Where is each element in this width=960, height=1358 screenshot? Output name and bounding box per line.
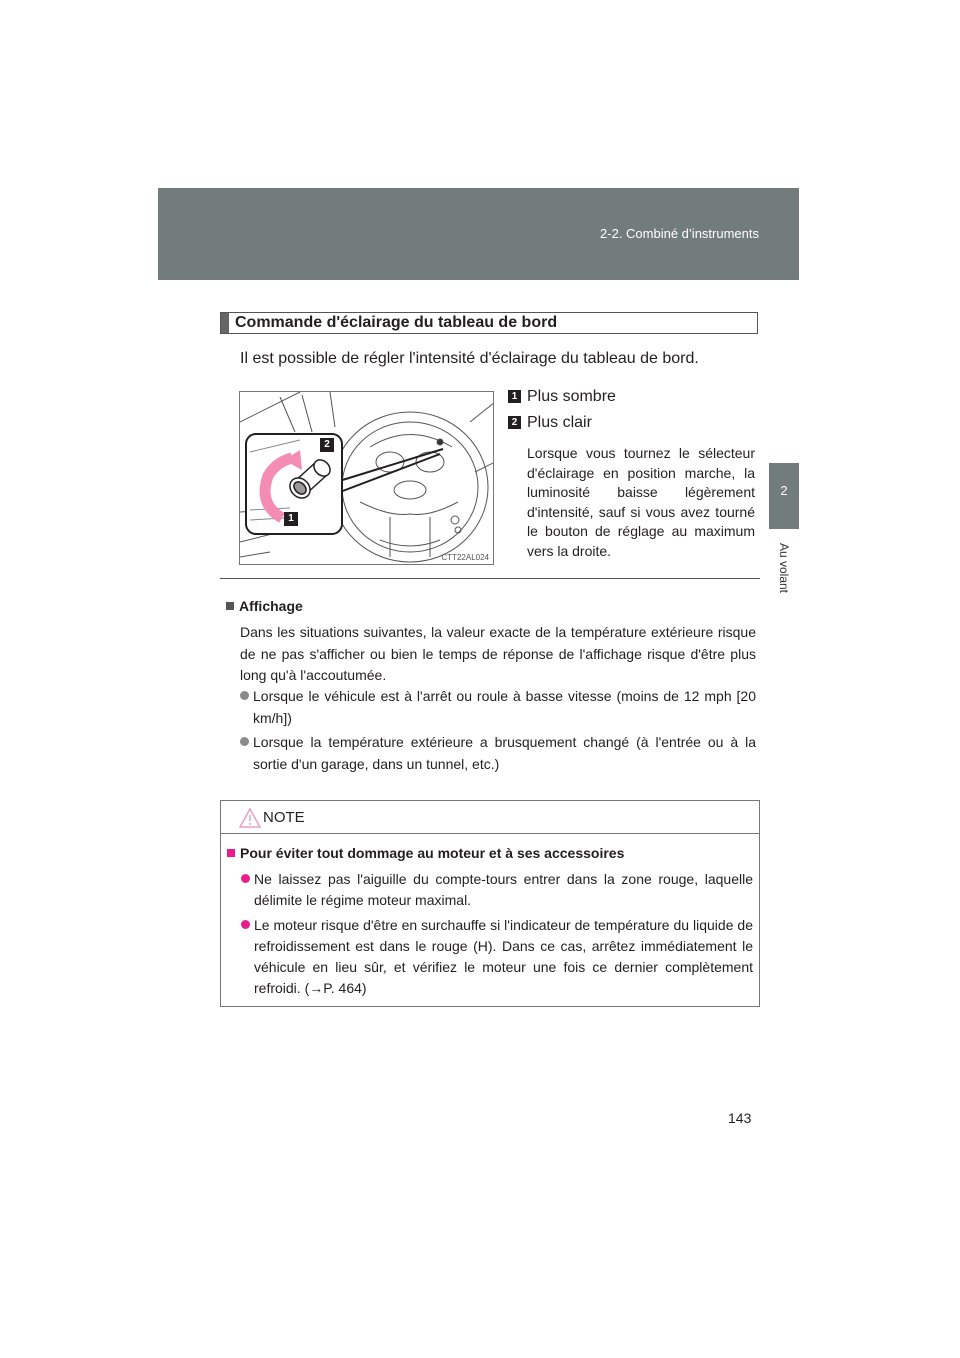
section-title-box: [220, 312, 758, 334]
circle-bullet-icon: [241, 920, 250, 929]
dashboard-drawing: [240, 392, 494, 565]
note-heading: Pour éviter tout dommage au moteur et à ses accessoires: [240, 845, 625, 861]
display-bullet-1: [240, 686, 756, 729]
display-bullet-2-text: Lorsque la température extérieure a brusquement changé (à l'entrée ou à la sortie d'un garage, dans un tunnel, etc.): [253, 734, 756, 772]
warning-triangle-icon: [239, 808, 261, 828]
item-2: [508, 414, 592, 432]
intro-text: Il est possible de régler l'intensité d'éclairage du tableau de bord.: [240, 350, 699, 367]
item-1-label: Plus sombre: [527, 388, 616, 405]
figure-code: CTT22AL024: [441, 553, 489, 562]
square-bullet-icon: [226, 602, 234, 610]
side-tab-number: 2: [780, 483, 788, 498]
display-heading-row: [226, 598, 303, 614]
display-heading: Affichage: [239, 598, 303, 614]
display-text: Dans les situations suivantes, la valeur exacte de la température extérieure risque de ne pas s'afficher ou bien le temps de réponse de l'affichage risque d'être plus long qu'à l'accoutumée.: [240, 624, 756, 683]
note-bullet-1: [239, 869, 753, 911]
circle-bullet-icon: [240, 691, 249, 700]
note-bullet-2: [239, 915, 753, 999]
figure-marker-1: 1: [284, 512, 298, 526]
display-bullet-1-text: Lorsque le véhicule est à l'arrêt ou roule à basse vitesse (moins de 12 mph [20 km/h]): [253, 688, 756, 726]
section-title: Commande d'éclairage du tableau de bord: [235, 314, 558, 331]
page-number: 143: [728, 1110, 752, 1126]
note-bullet-2-text: Le moteur risque d'être en surchauffe si l'indicateur de température du liquide de refroidissement est dans le rouge (H). Dans ce cas, arrêtez immédiatement le véhicule en lieu sûr, et vérifiez le moteur une fois ce dernier complètement refroidi. (→P. 464): [254, 917, 753, 996]
header-section-title: 2-2. Combiné d’instruments: [600, 226, 759, 241]
figure-marker-2: 2: [320, 438, 334, 452]
item-2-label: Plus clair: [527, 414, 592, 431]
section-title-bar: [221, 313, 229, 333]
side-tab: [769, 463, 799, 529]
header-band: [158, 188, 799, 280]
item-2-badge: 2: [508, 416, 521, 429]
note-heading-row: [227, 845, 624, 861]
note-box: [220, 800, 760, 1007]
side-tab-label: Au volant: [777, 542, 791, 594]
dashboard-illustration: [239, 391, 494, 565]
item-description: Lorsque vous tournez le sélecteur d'éclairage en position marche, la luminosité baisse légèrement d'intensité, sauf si vous avez tourné le bouton de réglage au maximum vers la droite.: [527, 445, 755, 559]
side-tab-label-wrap: [769, 530, 799, 610]
circle-bullet-icon: [241, 874, 250, 883]
display-bullet-2: [240, 732, 756, 775]
item-1-badge: 1: [508, 390, 521, 403]
note-bullet-1-text: Ne laissez pas l'aiguille du compte-tours entrer dans la zone rouge, laquelle délimite le régime moteur maximal.: [254, 871, 753, 908]
section-divider: [220, 578, 760, 579]
item-1: [508, 388, 616, 406]
square-bullet-icon: [227, 849, 235, 857]
note-title: NOTE: [263, 809, 305, 826]
circle-bullet-icon: [240, 737, 249, 746]
note-header: [221, 801, 759, 834]
